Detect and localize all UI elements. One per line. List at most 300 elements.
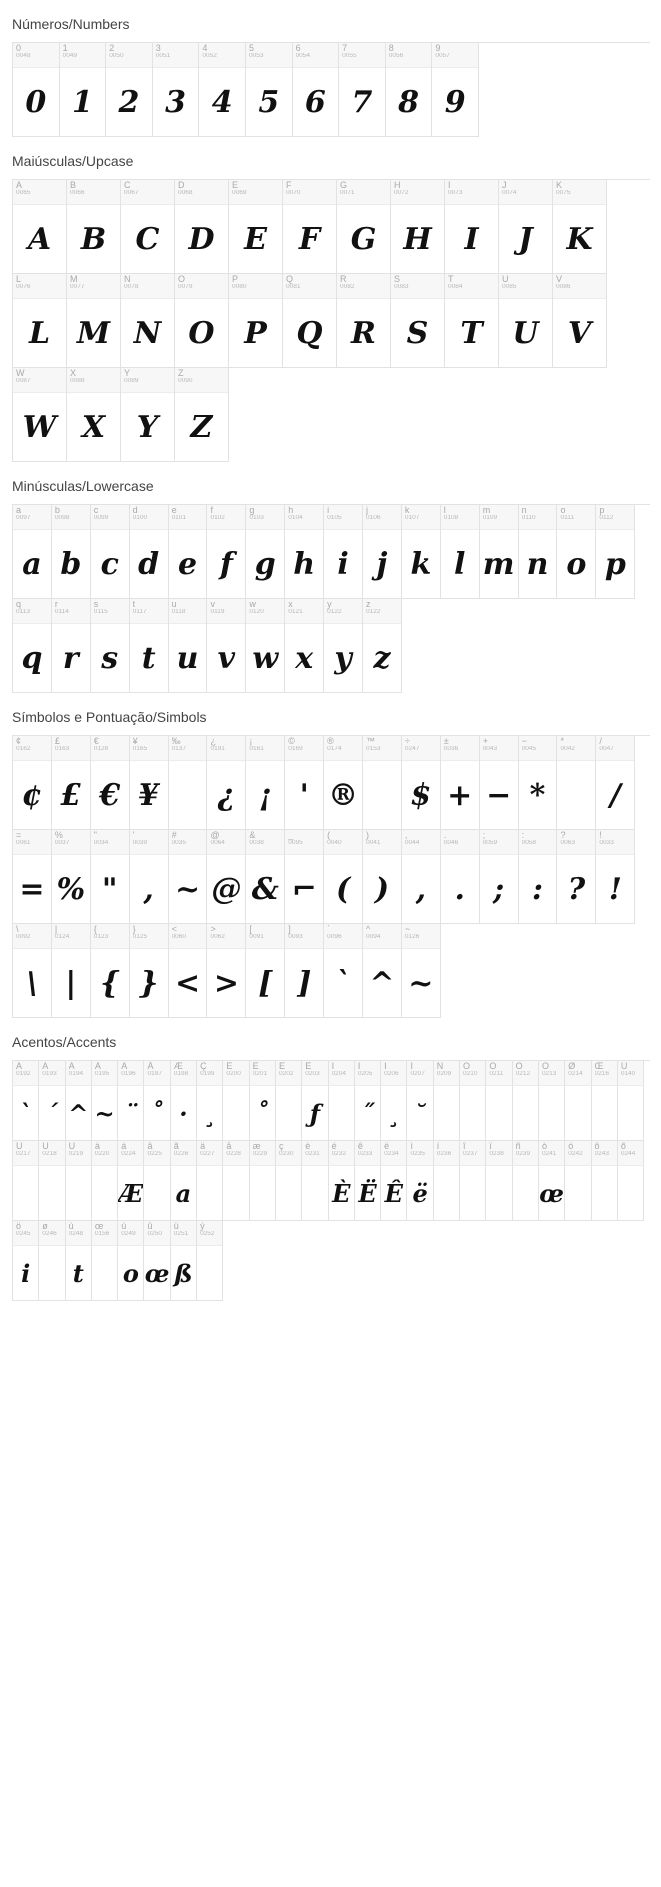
glyph-preview: k [410, 546, 432, 582]
glyph-preview [250, 1166, 275, 1221]
glyph-preview: A [27, 221, 52, 257]
glyph-cell[interactable] [302, 1141, 328, 1221]
glyph-cell-header [329, 1141, 354, 1166]
glyph-char-code: 0049 [62, 53, 78, 60]
glyph-cell[interactable] [175, 274, 229, 368]
glyph-cell[interactable] [402, 830, 441, 924]
glyph-cell[interactable] [130, 505, 169, 599]
glyph-char-code: 0241 [541, 1151, 557, 1158]
glyph-cell[interactable] [386, 43, 433, 137]
glyph-char-code: 0093 [288, 934, 303, 941]
glyph-cell[interactable] [171, 1221, 197, 1301]
glyph-cell[interactable] [144, 1141, 170, 1221]
glyph-cell[interactable] [285, 924, 324, 1018]
glyph-cell[interactable] [130, 599, 169, 693]
glyph-cell[interactable] [66, 1221, 92, 1301]
glyph-cell[interactable] [553, 274, 607, 368]
glyph-cell[interactable] [13, 368, 67, 462]
glyph-char-code: 0105 [327, 515, 342, 522]
glyph-cell-header [246, 924, 284, 949]
glyph-char-label: h [288, 506, 294, 515]
glyph-cell-header [67, 274, 120, 299]
glyph-cell[interactable] [519, 736, 558, 830]
glyph-char-label: ‰ [171, 737, 181, 746]
glyph-cell[interactable] [153, 43, 200, 137]
glyph-cell[interactable] [121, 274, 175, 368]
glyph-cell[interactable] [121, 368, 175, 462]
glyph-cell[interactable] [223, 1141, 249, 1221]
glyph-cell[interactable] [39, 1141, 65, 1221]
glyph-cell[interactable] [363, 599, 402, 693]
glyph-cell-header [52, 830, 90, 855]
glyph-cell-header [519, 736, 557, 761]
glyph-char-code: 0122 [327, 609, 342, 616]
glyph-preview: N [133, 315, 162, 351]
glyph-cell[interactable] [91, 924, 130, 1018]
glyph-cell-header [363, 736, 401, 761]
glyph-cell[interactable] [337, 274, 391, 368]
glyph-cell[interactable] [363, 830, 402, 924]
glyph-char-label: z [366, 600, 371, 609]
glyph-cell[interactable] [118, 1061, 144, 1141]
glyph-preview: ] [297, 965, 312, 1001]
glyph-cell[interactable] [229, 180, 283, 274]
glyph-char-label: ò [541, 1142, 547, 1151]
glyph-cell[interactable] [285, 736, 324, 830]
glyph-preview [223, 1166, 248, 1221]
glyph-cell[interactable] [407, 1141, 433, 1221]
glyph-char-code: 0041 [366, 840, 381, 847]
glyph-preview: [ [258, 965, 273, 1001]
glyph-preview [592, 1086, 617, 1141]
glyph-char-code: 0098 [54, 515, 70, 522]
glyph-cell[interactable] [199, 43, 246, 137]
glyph-cell[interactable] [197, 1141, 223, 1221]
glyph-preview: ~ [408, 965, 434, 1001]
glyph-cell[interactable] [171, 1061, 197, 1141]
glyph-cell[interactable] [169, 830, 208, 924]
glyph-preview [486, 1166, 511, 1221]
glyph-char-label: ® [327, 737, 334, 746]
glyph-cell[interactable] [391, 180, 445, 274]
glyph-cell[interactable] [486, 1141, 512, 1221]
glyph-cell[interactable] [91, 736, 130, 830]
glyph-cell[interactable] [144, 1221, 170, 1301]
glyph-char-label: F [286, 181, 292, 190]
glyph-preview: Ë [358, 1178, 377, 1208]
glyph-cell[interactable] [197, 1221, 223, 1301]
glyph-char-label: Ú [16, 1142, 23, 1151]
glyph-char-code: 0214 [568, 1071, 583, 1078]
glyph-char-code: 0246 [42, 1231, 57, 1238]
glyph-cell[interactable] [324, 830, 363, 924]
glyph-cell[interactable] [67, 180, 121, 274]
glyph-cell[interactable] [130, 924, 169, 1018]
glyph-cell[interactable] [592, 1141, 618, 1221]
glyph-char-label: 0 [16, 44, 22, 53]
glyph-preview: q [21, 640, 43, 676]
glyph-char-code: 0248 [68, 1231, 84, 1238]
glyph-cell[interactable] [513, 1141, 539, 1221]
glyph-cell[interactable] [39, 1061, 65, 1141]
glyph-preview: u [176, 640, 199, 676]
glyph-preview [66, 1166, 91, 1221]
glyph-cell[interactable] [246, 924, 285, 1018]
glyph-preview: d [138, 546, 160, 582]
glyph-cell[interactable] [52, 924, 91, 1018]
glyph-char-code: 0123 [93, 934, 109, 941]
glyph-cell[interactable] [324, 599, 363, 693]
glyph-char-code: 0088 [70, 378, 85, 385]
glyph-cell[interactable] [486, 1061, 512, 1141]
glyph-cell[interactable] [66, 1141, 92, 1221]
glyph-cell[interactable] [285, 505, 324, 599]
glyph-cell-header [480, 830, 518, 855]
glyph-cell[interactable] [402, 924, 441, 1018]
glyph-char-code: 0204 [331, 1071, 347, 1078]
glyph-cell[interactable] [407, 1061, 433, 1141]
glyph-cell[interactable] [13, 924, 52, 1018]
glyph-cell[interactable] [519, 830, 558, 924]
glyph-cell[interactable] [363, 505, 402, 599]
glyph-char-label: U [502, 275, 509, 284]
glyph-cell[interactable] [276, 1061, 302, 1141]
glyph-cell[interactable] [329, 1141, 355, 1221]
glyph-cell[interactable] [207, 924, 246, 1018]
glyph-cell[interactable] [402, 505, 441, 599]
glyph-cell[interactable] [207, 830, 246, 924]
glyph-char-code: 0033 [599, 840, 614, 847]
glyph-cell[interactable] [13, 274, 67, 368]
glyph-cell-header [441, 830, 479, 855]
glyph-cell-header [363, 599, 401, 624]
glyph-preview: M [76, 315, 111, 351]
glyph-cell[interactable] [250, 1141, 276, 1221]
glyph-cell[interactable] [67, 368, 121, 462]
glyph-cell[interactable] [539, 1141, 565, 1221]
glyph-cell[interactable] [250, 1061, 276, 1141]
glyph-cell[interactable] [519, 505, 558, 599]
glyph-char-code: 0067 [124, 190, 139, 197]
glyph-cell[interactable] [13, 830, 52, 924]
glyph-cell[interactable] [130, 736, 169, 830]
glyph-cell[interactable] [618, 1141, 644, 1221]
glyph-char-code: 0068 [178, 190, 193, 197]
glyph-cell[interactable] [130, 830, 169, 924]
glyph-preview [92, 1246, 117, 1301]
glyph-cell[interactable] [52, 599, 91, 693]
glyph-cell[interactable] [246, 830, 285, 924]
glyph-cell[interactable] [441, 830, 480, 924]
glyph-char-label: Y [124, 369, 131, 378]
glyph-cell[interactable] [175, 368, 229, 462]
glyph-grid [12, 1060, 650, 1301]
glyph-cell-header [441, 505, 479, 530]
glyph-char-code: 0249 [121, 1231, 136, 1238]
glyph-cell[interactable] [565, 1141, 591, 1221]
glyph-char-label: K [556, 181, 563, 190]
glyph-cell[interactable] [355, 1141, 381, 1221]
glyph-cell-header [302, 1141, 327, 1166]
glyph-cell[interactable] [285, 599, 324, 693]
glyph-preview: ? [567, 871, 586, 907]
glyph-cell-header [171, 1061, 196, 1086]
glyph-char-code: 0126 [404, 934, 420, 941]
glyph-preview: r [62, 640, 79, 676]
glyph-cell[interactable] [169, 924, 208, 1018]
glyph-preview: ® [328, 777, 359, 813]
glyph-cell-header [513, 1141, 538, 1166]
glyph-cell[interactable] [223, 1061, 249, 1141]
glyph-cell[interactable] [169, 736, 208, 830]
glyph-cell[interactable] [499, 274, 553, 368]
glyph-grid [12, 179, 650, 462]
glyph-cell[interactable] [339, 43, 386, 137]
glyph-cell-header [229, 180, 282, 205]
glyph-cell[interactable] [106, 43, 153, 137]
glyph-cell[interactable] [60, 43, 107, 137]
glyph-cell[interactable] [445, 274, 499, 368]
glyph-cell[interactable] [596, 830, 635, 924]
glyph-char-code: 0161 [249, 746, 264, 753]
glyph-cell[interactable] [52, 505, 91, 599]
glyph-cell[interactable] [66, 1061, 92, 1141]
glyph-cell[interactable] [283, 274, 337, 368]
glyph-char-code: 0080 [232, 284, 247, 291]
glyph-cell[interactable] [460, 1061, 486, 1141]
glyph-cell[interactable] [121, 180, 175, 274]
glyph-cell[interactable] [557, 830, 596, 924]
glyph-char-label: 5 [248, 44, 254, 53]
glyph-char-label: / [599, 737, 602, 746]
glyph-preview: 2 [118, 84, 140, 120]
glyph-cell[interactable] [432, 43, 479, 137]
glyph-cell[interactable] [363, 736, 402, 830]
glyph-cell-header [557, 830, 595, 855]
glyph-cell[interactable] [441, 736, 480, 830]
glyph-char-label: f [210, 506, 213, 515]
glyph-preview: ¿ [217, 777, 236, 813]
glyph-cell[interactable] [52, 736, 91, 830]
glyph-preview: − [486, 777, 512, 813]
glyph-cell[interactable] [557, 505, 596, 599]
glyph-char-label: Ô [489, 1062, 497, 1071]
glyph-cell[interactable] [402, 736, 441, 830]
glyph-cell[interactable] [480, 505, 519, 599]
glyph-cell[interactable] [246, 505, 285, 599]
glyph-preview: £ [60, 777, 82, 813]
glyph-cell[interactable] [13, 180, 67, 274]
glyph-cell-header [391, 274, 444, 299]
glyph-cell[interactable] [276, 1141, 302, 1221]
glyph-cell-header [565, 1061, 590, 1086]
glyph-preview: " [101, 871, 118, 907]
glyph-cell-header [13, 505, 51, 530]
glyph-cell[interactable] [144, 1061, 170, 1141]
glyph-cell[interactable] [499, 180, 553, 274]
glyph-cell[interactable] [92, 1061, 118, 1141]
glyph-cell-header [144, 1141, 169, 1166]
glyph-char-label: Ñ [436, 1062, 444, 1071]
glyph-char-code: 0195 [94, 1071, 110, 1078]
glyph-char-code: 0048 [16, 53, 31, 60]
glyph-cell[interactable] [13, 1061, 39, 1141]
glyph-char-code: 0045 [521, 746, 537, 753]
glyph-preview: ˚ [151, 1098, 164, 1128]
glyph-preview: , [415, 871, 427, 907]
glyph-cell-header [91, 736, 129, 761]
glyph-cell-header [130, 505, 168, 530]
glyph-char-label: D [178, 181, 185, 190]
glyph-cell-header [52, 924, 90, 949]
glyph-char-code: 0055 [342, 53, 357, 60]
glyph-cell[interactable] [91, 830, 130, 924]
glyph-cell[interactable] [91, 599, 130, 693]
glyph-char-code: 0200 [226, 1071, 241, 1078]
glyph-cell[interactable] [283, 180, 337, 274]
glyph-preview [302, 1166, 327, 1221]
glyph-cell[interactable] [480, 830, 519, 924]
glyph-cell-header [596, 830, 634, 855]
glyph-cell-header [329, 1061, 354, 1086]
glyph-cell[interactable] [207, 505, 246, 599]
glyph-cell[interactable] [92, 1141, 118, 1221]
glyph-cell[interactable] [13, 736, 52, 830]
glyph-char-code: 0074 [502, 190, 517, 197]
glyph-char-label: â [147, 1142, 153, 1151]
glyph-cell-header [207, 505, 245, 530]
glyph-char-label: 2 [109, 44, 115, 53]
glyph-cell[interactable] [592, 1061, 618, 1141]
glyph-cell[interactable] [118, 1141, 144, 1221]
glyph-cell[interactable] [434, 1061, 460, 1141]
glyph-char-label: ö [16, 1222, 22, 1231]
glyph-cell[interactable] [92, 1221, 118, 1301]
glyph-cell[interactable] [460, 1141, 486, 1221]
glyph-cell[interactable] [246, 43, 293, 137]
glyph-cell[interactable] [434, 1141, 460, 1221]
glyph-cell[interactable] [171, 1141, 197, 1221]
glyph-cell-header [175, 180, 228, 205]
glyph-cell[interactable] [565, 1061, 591, 1141]
glyph-preview: i [21, 1258, 31, 1288]
glyph-char-code: 0191 [210, 746, 225, 753]
glyph-char-code: 0225 [147, 1151, 162, 1158]
glyph-cell[interactable] [197, 1061, 223, 1141]
glyph-cell[interactable] [175, 180, 229, 274]
glyph-cell[interactable] [381, 1061, 407, 1141]
glyph-char-label: € [93, 737, 99, 746]
glyph-cell[interactable] [13, 1221, 39, 1301]
glyph-cell[interactable] [324, 736, 363, 830]
glyph-cell[interactable] [246, 736, 285, 830]
glyph-cell[interactable] [618, 1061, 644, 1141]
glyph-cell[interactable] [207, 599, 246, 693]
glyph-char-code: 0089 [124, 378, 139, 385]
glyph-cell[interactable] [480, 736, 519, 830]
glyph-preview: ~ [94, 1098, 115, 1128]
glyph-cell[interactable] [324, 505, 363, 599]
glyph-cell[interactable] [355, 1061, 381, 1141]
glyph-cell[interactable] [337, 180, 391, 274]
glyph-cell[interactable] [118, 1221, 144, 1301]
glyph-cell-header [13, 599, 51, 624]
glyph-char-code: 0206 [384, 1071, 399, 1078]
glyph-cell[interactable] [13, 505, 52, 599]
glyph-cell[interactable] [13, 599, 52, 693]
glyph-char-code: 0165 [132, 746, 148, 753]
glyph-cell[interactable] [285, 830, 324, 924]
glyph-cell[interactable] [169, 599, 208, 693]
glyph-cell-header [486, 1061, 511, 1086]
glyph-cell[interactable] [557, 736, 596, 830]
glyph-cell[interactable] [539, 1061, 565, 1141]
glyph-cell[interactable] [39, 1221, 65, 1301]
glyph-cell[interactable] [381, 1141, 407, 1221]
glyph-char-label: Q [286, 275, 294, 284]
glyph-char-label: Û [42, 1142, 49, 1151]
glyph-preview: È [332, 1178, 351, 1208]
glyph-cell[interactable] [207, 736, 246, 830]
glyph-cell[interactable] [553, 180, 607, 274]
glyph-cell[interactable] [169, 505, 208, 599]
glyph-cell[interactable] [13, 43, 60, 137]
glyph-preview: ~ [174, 871, 201, 907]
glyph-char-label: s [93, 600, 99, 609]
glyph-cell[interactable] [513, 1061, 539, 1141]
glyph-cell[interactable] [596, 736, 635, 830]
glyph-char-code: 0137 [171, 746, 187, 753]
glyph-char-label: * [560, 737, 564, 746]
glyph-cell[interactable] [441, 505, 480, 599]
glyph-cell[interactable] [329, 1061, 355, 1141]
glyph-cell[interactable] [13, 1141, 39, 1221]
glyph-cell-header [432, 43, 478, 68]
glyph-preview: 7 [351, 84, 373, 120]
glyph-char-label: 8 [388, 44, 394, 53]
glyph-preview: l [454, 546, 466, 582]
glyph-cell[interactable] [67, 274, 121, 368]
glyph-cell-header [52, 599, 90, 624]
glyph-preview: R [351, 315, 376, 351]
glyph-char-code: 0192 [16, 1071, 31, 1078]
glyph-char-code: 0117 [132, 609, 147, 616]
glyph-char-code: 0247 [404, 746, 420, 753]
glyph-cell[interactable] [391, 274, 445, 368]
glyph-cell[interactable] [363, 924, 402, 1018]
glyph-preview [565, 1166, 590, 1221]
glyph-cell[interactable] [293, 43, 340, 137]
glyph-cell[interactable] [596, 505, 635, 599]
glyph-cell-header [486, 1141, 511, 1166]
glyph-preview: ë [412, 1178, 428, 1208]
glyph-preview: . [454, 871, 465, 907]
glyph-cell[interactable] [246, 599, 285, 693]
glyph-char-label: | [54, 925, 58, 934]
glyph-cell[interactable] [52, 830, 91, 924]
glyph-char-label: Ê [278, 1062, 285, 1071]
glyph-char-code: 0216 [594, 1071, 609, 1078]
glyph-char-code: 0037 [54, 840, 70, 847]
glyph-cell[interactable] [445, 180, 499, 274]
glyph-cell-header [276, 1061, 301, 1086]
glyph-char-code: 0059 [482, 840, 498, 847]
glyph-cell[interactable] [324, 924, 363, 1018]
glyph-char-label: í [436, 1142, 440, 1151]
glyph-cell[interactable] [91, 505, 130, 599]
glyph-cell[interactable] [302, 1061, 328, 1141]
glyph-cell[interactable] [229, 274, 283, 368]
